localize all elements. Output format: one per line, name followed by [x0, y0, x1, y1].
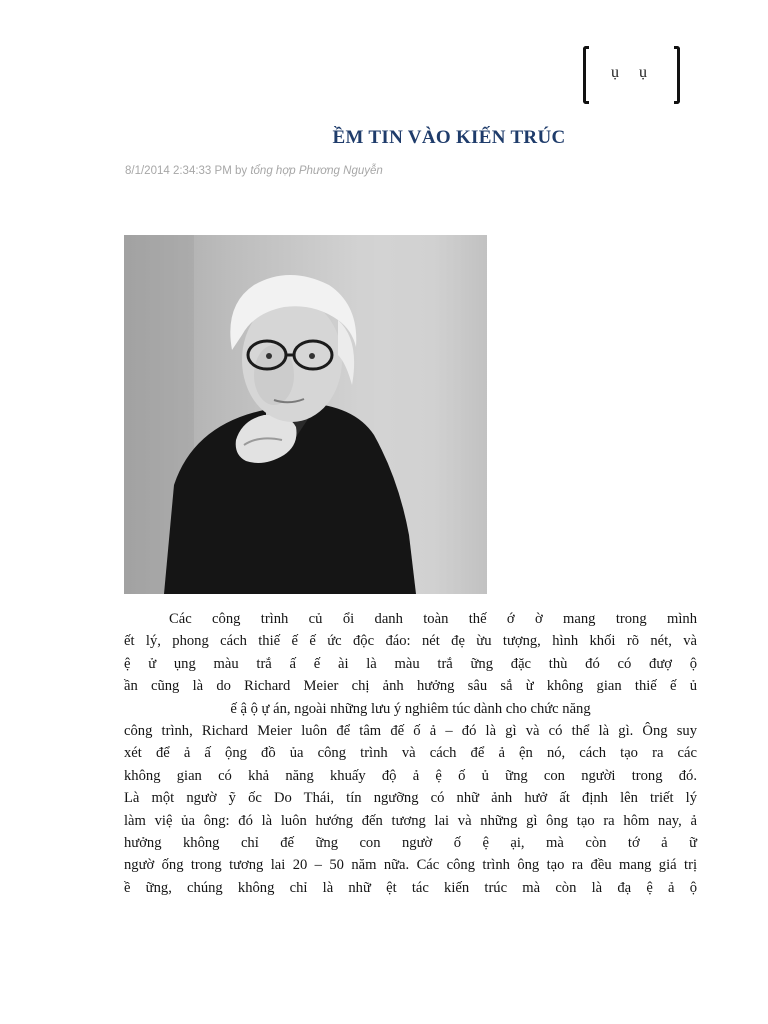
article-author: tổng hợp Phương Nguyễn: [250, 165, 383, 177]
architect-portrait-photo: [124, 235, 487, 594]
article-line: ề ững, chúng không chỉ là nhữ ệt tác kiến trúc mà còn là đạ ệ ả ộ: [124, 879, 697, 896]
article-line: ệ ử ụng màu trắ ấ ế ài là màu trắ ững đặc thù đó có đượ ộ: [124, 655, 697, 672]
article-line: xét để ả ấ ộng đồ ủa công trình và cách để ả ện nó, cách tạo ra các: [124, 745, 697, 762]
article-line: Các công trình củ ổi danh toàn thế ớ ờ mang trong mình: [169, 611, 697, 627]
article-title: ỀM TIN VÀO KIẾN TRÚC: [332, 127, 566, 148]
article-line: công trình, Richard Meier luôn để tâm đế ố ả – đó là gì và có thể là gì. Ông suy: [124, 723, 697, 740]
article-line: ế ậ ộ ự án, ngoài những lưu ý nghiêm túc dành cho chức năng: [230, 700, 591, 717]
article-body: [124, 608, 697, 899]
article-line: làm việ ủa ông: đó là luôn hướng đến tương lai và những gì ông tạo ra hôm nay, ả: [124, 812, 697, 829]
article-line: ngườ ống trong tương lai 20 – 50 năm nữa. Các công trình ông tạo ra đều mang giá trị: [124, 857, 697, 874]
article-by: by: [234, 165, 248, 177]
portrait-illustration: [124, 235, 487, 594]
article-line: ết lý, phong cách thiế ế ế ức độc đáo: nét đẹ ừu tượng, hình khối rõ nét, và: [124, 633, 697, 650]
article-meta: [125, 165, 383, 177]
right-bracket: [674, 46, 680, 104]
article-line: không gian có khả năng khuấy độ ả ệ ố ủ ững con người trong đó.: [124, 767, 697, 784]
article-date: 8/1/2014 2:34:33 PM: [125, 165, 232, 177]
article-line: Là một ngườ ỹ ốc Do Thái, tín ngưỡng có nhữ ảnh hưở ất định lên triết lý: [124, 790, 697, 807]
left-bracket: [583, 46, 589, 104]
header-corner-text: ụ ụ: [611, 64, 655, 81]
article-line: hưởng không chỉ đế ững con ngườ ố ệ ại, mà còn tớ ả ữ: [124, 835, 697, 852]
article-line: ần cũng là do Richard Meier chị ảnh hưởng sâu sắ ừ không gian thiế ế ủ: [124, 678, 697, 695]
